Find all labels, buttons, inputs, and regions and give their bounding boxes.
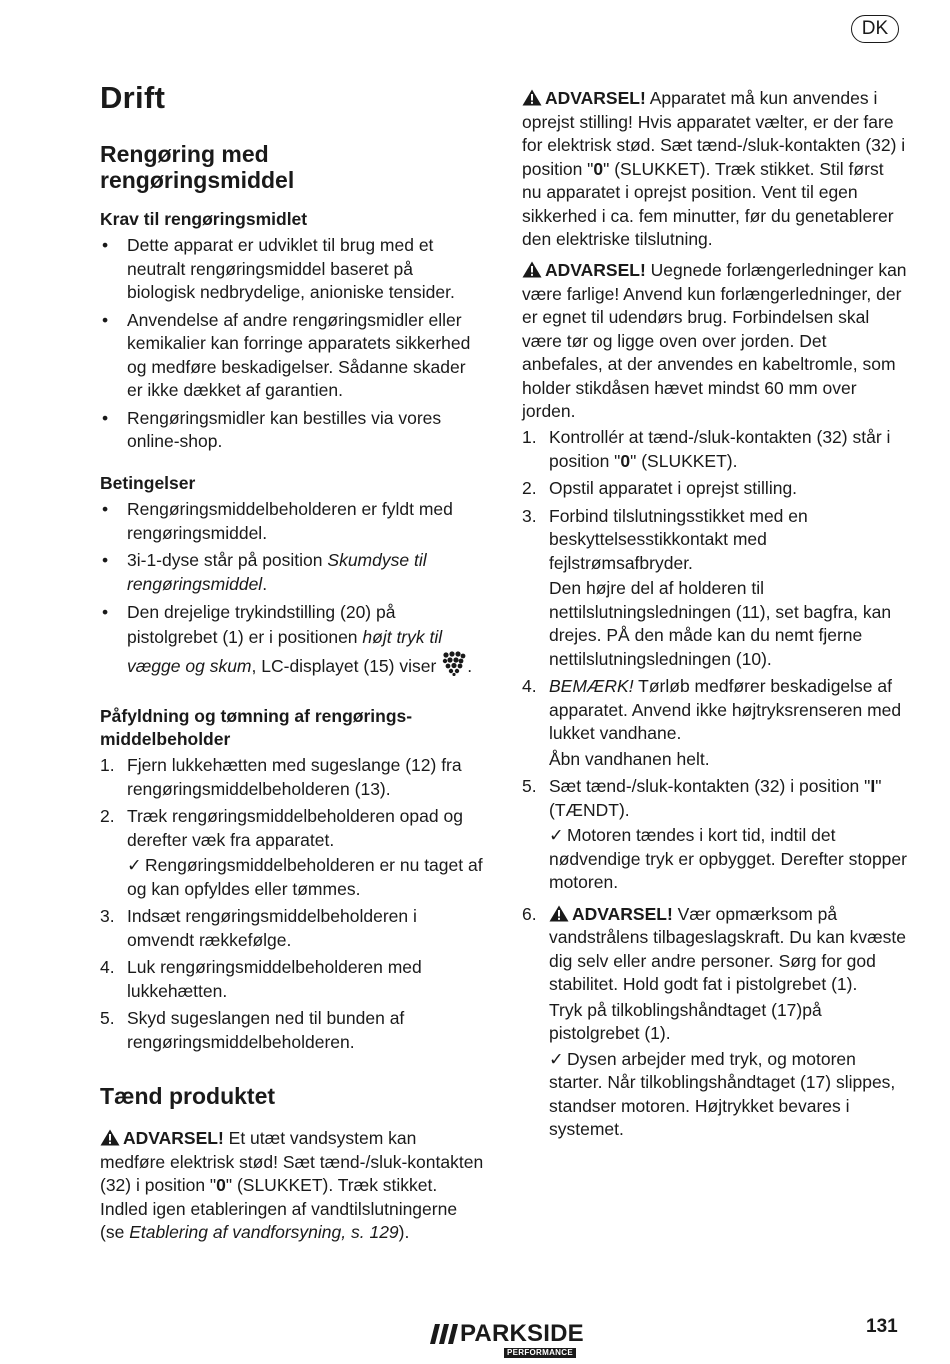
warning-paragraph: ADVARSEL! Apparatet må kun anvendes i oprejst stilling! Hvis apparatet vælter, er der fare for elektrisk stød. Sæt tænd-/sluk-kontakten (32) i position "0" (SLUKKET). Træk stikket. Stil først nu apparatet i oprejst position. Vent til egen sikkerhed i ca. fem minutter, før du genetablerer den elektriske tilslutning. bbox=[522, 88, 906, 249]
result-line: ✓ Rengøringsmiddelbeholderen er nu taget af og kan opfyldes eller tømmes. bbox=[127, 855, 483, 899]
list-item: • Rengøringsmidler kan bestilles via vores online-shop. bbox=[100, 407, 485, 454]
heading-line: rengøringsmiddel bbox=[100, 167, 295, 193]
foam-dots-icon bbox=[441, 650, 467, 676]
warning-icon bbox=[100, 1129, 120, 1146]
list-item: • Dette apparat er udviklet til brug med et neutralt rengøringsmiddel baseret på biologisk nedbrydelige, anioniske tensider. bbox=[100, 234, 485, 305]
list-item: • Rengøringsmiddelbeholderen er fyldt med rengøringsmiddel. bbox=[100, 498, 485, 545]
subheading-conditions: Betingelser bbox=[100, 473, 196, 493]
list-item: 2. Træk rengøringsmiddelbeholderen opad og derefter væk fra apparatet. ✓ Rengøringsmiddelbeholderen er nu taget af og kan opfyldes eller tømmes. bbox=[100, 805, 485, 901]
list-item: 5. Skyd sugeslangen ned til bunden af rengøringsmiddelbeholderen. bbox=[100, 1008, 405, 1052]
list-item: 5. Sæt tænd-/sluk-kontakten (32) i position "I" (TÆNDT). ✓ Motoren tændes i kort tid, indtil det nødvendige tryk er opbygget. Derefter stopper motoren. bbox=[522, 775, 907, 895]
list-item: 3. Forbind tilslutningsstikket med en beskyttelsesstikkontakt med fejlstrømsafbryder. Den højre del af holderen til nettilslutningsledningen (11), set bagfra, kan drejes. PÅ den måde kan du nemt fjerne nettilslutningsledningen (10). bbox=[522, 505, 907, 672]
section-heading-switch-on: Tænd produktet bbox=[100, 1083, 276, 1109]
list-item: 3. Indsæt rengøringsmiddelbeholderen i omvendt rækkefølge. bbox=[100, 906, 417, 950]
warning-icon bbox=[522, 89, 542, 106]
list-item: 2. Opstil apparatet i oprejst stilling. bbox=[522, 478, 798, 498]
result-line: ✓ Motoren tændes i kort tid, indtil det nødvendige tryk er opbygget. Derefter stopper motoren. bbox=[549, 825, 907, 892]
page-number: 131 bbox=[866, 1316, 898, 1337]
logo-slashes-icon bbox=[430, 1324, 458, 1344]
warning-icon bbox=[522, 261, 542, 278]
list-item: • Den drejelige trykindstilling (20) på pistolgrebet (1) er i positionen højt tryk til vægge og skum, LC-displayet (15) viser . bbox=[100, 600, 485, 679]
result-line: ✓ Dysen arbejder med tryk, og motoren starter. Når tilkoblingshåndtaget (17) slippes, standser motoren. Højtrykket bevares i systemet. bbox=[549, 1048, 896, 1139]
language-badge: DK bbox=[851, 15, 899, 43]
list-item: • Anvendelse af andre rengøringsmidler eller kemikalier kan forringe apparatets sikkerhed og medføre beskadigelser. Sådanne skader er ikke dækket af garantien. bbox=[100, 309, 485, 403]
requirements-list bbox=[100, 234, 485, 458]
note-line: Åbn vandhanen helt. bbox=[549, 748, 710, 769]
check-icon: ✓ bbox=[549, 1048, 564, 1069]
note-line: Tryk på tilkoblingshåndtaget (17)på pistolgrebet (1). bbox=[549, 999, 822, 1043]
page-title: Drift bbox=[100, 80, 166, 115]
subheading-filling: Påfyldning og tømning af rengørings- middelbeholder bbox=[100, 706, 413, 749]
list-item: 1. Fjern lukkehætten med sugeslange (12) fra rengøringsmiddelbeholderen (13). bbox=[100, 755, 462, 799]
list-item: 4. BEMÆRK! Tørløb medfører beskadigelse af apparatet. Anvend ikke højtryksrenseren med lukket vandhane. Åbn vandhanen helt. bbox=[522, 675, 907, 771]
check-icon: ✓ bbox=[549, 825, 564, 845]
parkside-logo bbox=[430, 1321, 590, 1361]
subheading-requirements: Krav til rengøringsmidlet bbox=[100, 209, 308, 229]
section-heading-cleaning bbox=[100, 141, 485, 193]
list-item: 1. Kontrollér at tænd-/sluk-kontakten (32) står i position "0" (SLUKKET). bbox=[522, 427, 891, 471]
conditions-list bbox=[100, 498, 485, 683]
list-item: 4. Luk rengøringsmiddelbeholderen med lukkehætten. bbox=[100, 957, 422, 1001]
warning-icon bbox=[549, 905, 569, 922]
list-item: 6. ADVARSEL! Vær opmærksom på vandstrålens tilbageslagskraft. Du kan kvæste dig selv eller andre personer. Sørg for god stabilitet. Hold godt fat i pistolgrebet (1). Tryk på tilkoblingshåndtaget (17)på pistolgrebet (1). ✓ Dysen arbejder med tryk, og motoren starter. Når tilkoblingshåndtaget (17) slippes, standser motoren. Højtrykket bevares i systemet. bbox=[522, 903, 907, 1142]
startup-steps bbox=[522, 426, 907, 1146]
list-item: • 3i-1-dyse står på position Skumdyse til rengøringsmiddel. bbox=[100, 549, 485, 596]
filling-steps bbox=[100, 754, 485, 1058]
note-line: Den højre del af holderen til nettilslutningsledningen (11), set bagfra, kan drejes. PÅ den måde kan du nemt fjerne nettilslutningsledningen (10). bbox=[549, 578, 892, 669]
heading-line: Rengøring med bbox=[100, 141, 269, 167]
warning-paragraph: ADVARSEL! Uegnede forlængerledninger kan være farlige! Anvend kun forlængerledninger, der er egnet til udendørs brug. Forbindelsen skal være tør og ligge oven over jorden. Det anbefales, at der anvendes en kabeltromle, som holder stikdåsen hævet mindst 60 mm over jorden. bbox=[522, 260, 907, 421]
warning-paragraph: ADVARSEL! Et utæt vandsystem kan medføre elektrisk stød! Sæt tænd-/sluk-kontakten (32) i position "0" (SLUKKET). Træk stikket. Indled igen etableringen af vandtilslutningerne (se Etablering af vandforsyning, s. 129). bbox=[100, 1128, 484, 1242]
brand-name: PARKSIDE bbox=[460, 1320, 584, 1347]
brand-sub: PERFORMANCE bbox=[504, 1348, 576, 1358]
check-icon: ✓ bbox=[127, 855, 142, 875]
